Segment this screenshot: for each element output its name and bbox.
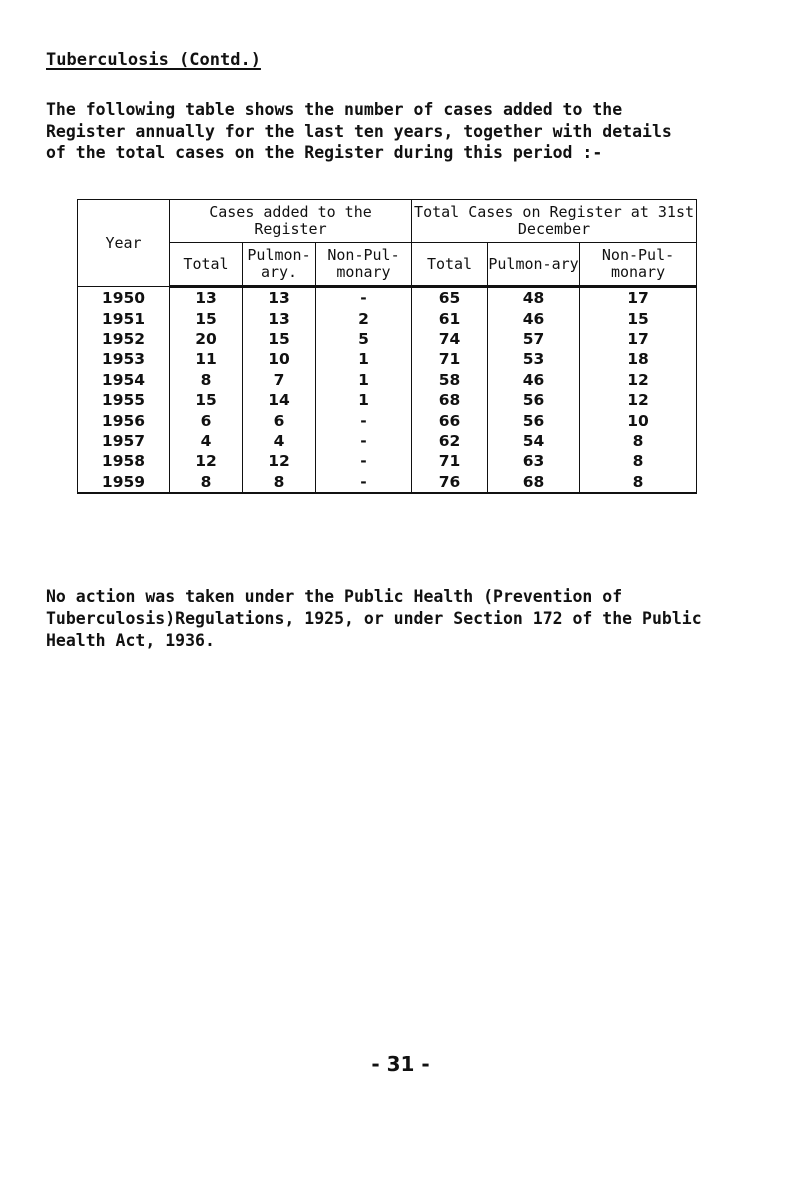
table-row	[78, 410, 697, 430]
cell-added-non-pulmonary: 2	[316, 308, 412, 328]
cell-register-total: 68	[412, 390, 488, 410]
intro-paragraph: The following table shows the number of cases added to the Register annually for the last ten years, together with details of the total cases on the Register during this period :-	[46, 100, 672, 162]
cell-register-total: 62	[412, 431, 488, 451]
note-paragraph: No action was taken under the Public Health (Prevention of Tuberculosis)Regulations, 1925, or under Section 172 of the Public Health Act, 1936.	[46, 587, 702, 650]
subheader-register-pulmonary: Pulmon-ary	[488, 243, 580, 287]
cell-register-non-pulmonary: 10	[580, 410, 697, 430]
cell-year: 1954	[78, 370, 170, 390]
total-on-register-header: Total Cases on Register at 31st December	[412, 200, 697, 243]
cell-register-pulmonary: 53	[488, 349, 580, 369]
cell-added-total: 13	[170, 287, 243, 309]
cell-register-pulmonary: 56	[488, 390, 580, 410]
cell-added-total: 8	[170, 370, 243, 390]
cell-added-non-pulmonary: -	[316, 431, 412, 451]
cell-year: 1952	[78, 329, 170, 349]
cases-added-header: Cases added to the Register	[170, 200, 412, 243]
cell-year: 1951	[78, 308, 170, 328]
cell-register-pulmonary: 63	[488, 451, 580, 471]
cell-added-non-pulmonary: -	[316, 451, 412, 471]
cell-added-non-pulmonary: -	[316, 287, 412, 309]
cell-register-non-pulmonary: 17	[580, 287, 697, 309]
cell-register-non-pulmonary: 8	[580, 472, 697, 493]
cell-register-non-pulmonary: 8	[580, 451, 697, 471]
cell-added-total: 6	[170, 410, 243, 430]
cell-register-pulmonary: 57	[488, 329, 580, 349]
table-body	[78, 287, 697, 493]
cell-added-non-pulmonary: 1	[316, 390, 412, 410]
cell-added-pulmonary: 4	[243, 431, 316, 451]
cell-added-pulmonary: 7	[243, 370, 316, 390]
cell-register-total: 58	[412, 370, 488, 390]
table-row	[78, 431, 697, 451]
cell-added-total: 15	[170, 390, 243, 410]
cell-register-pulmonary: 46	[488, 370, 580, 390]
cell-year: 1953	[78, 349, 170, 369]
table-row	[78, 287, 697, 309]
cell-register-total: 66	[412, 410, 488, 430]
cell-added-pulmonary: 8	[243, 472, 316, 493]
cell-register-total: 71	[412, 349, 488, 369]
page-number: - 31 -	[371, 1052, 430, 1076]
cell-year: 1958	[78, 451, 170, 471]
cell-added-total: 4	[170, 431, 243, 451]
cell-added-total: 8	[170, 472, 243, 493]
subheader-register-total: Total	[412, 243, 488, 287]
cell-register-pulmonary: 46	[488, 308, 580, 328]
table-row	[78, 390, 697, 410]
cell-register-non-pulmonary: 15	[580, 308, 697, 328]
cell-added-total: 12	[170, 451, 243, 471]
page-heading: Tuberculosis (Contd.)	[46, 50, 261, 70]
cell-added-non-pulmonary: -	[316, 410, 412, 430]
table-row	[78, 472, 697, 493]
cell-register-pulmonary: 56	[488, 410, 580, 430]
cell-added-pulmonary: 14	[243, 390, 316, 410]
cell-added-non-pulmonary: 1	[316, 370, 412, 390]
cell-added-pulmonary: 12	[243, 451, 316, 471]
cell-added-total: 20	[170, 329, 243, 349]
cell-register-non-pulmonary: 18	[580, 349, 697, 369]
cell-added-non-pulmonary: 1	[316, 349, 412, 369]
cell-added-non-pulmonary: 5	[316, 329, 412, 349]
cell-year: 1955	[78, 390, 170, 410]
cell-register-pulmonary: 68	[488, 472, 580, 493]
cell-register-non-pulmonary: 17	[580, 329, 697, 349]
cell-register-non-pulmonary: 8	[580, 431, 697, 451]
cell-register-non-pulmonary: 12	[580, 390, 697, 410]
cell-added-pulmonary: 15	[243, 329, 316, 349]
cell-register-total: 65	[412, 287, 488, 309]
table-row	[78, 451, 697, 471]
year-header: Year	[78, 200, 170, 287]
subheader-added-non-pulmonary: Non-Pul-monary	[316, 243, 412, 287]
cell-added-pulmonary: 6	[243, 410, 316, 430]
cell-year: 1957	[78, 431, 170, 451]
cell-register-total: 71	[412, 451, 488, 471]
table-row	[78, 308, 697, 328]
cell-register-pulmonary: 54	[488, 431, 580, 451]
cell-added-non-pulmonary: -	[316, 472, 412, 493]
cases-table	[77, 199, 697, 494]
table-row	[78, 329, 697, 349]
subheader-added-total: Total	[170, 243, 243, 287]
cell-added-pulmonary: 13	[243, 308, 316, 328]
cell-added-total: 15	[170, 308, 243, 328]
cell-register-total: 74	[412, 329, 488, 349]
cell-year: 1950	[78, 287, 170, 309]
table-row	[78, 370, 697, 390]
subheader-added-pulmonary: Pulmon-ary.	[243, 243, 316, 287]
cell-register-pulmonary: 48	[488, 287, 580, 309]
cell-year: 1956	[78, 410, 170, 430]
cell-added-total: 11	[170, 349, 243, 369]
table-row	[78, 349, 697, 369]
cell-year: 1959	[78, 472, 170, 493]
cases-table-container	[77, 199, 696, 494]
cell-register-non-pulmonary: 12	[580, 370, 697, 390]
cell-added-pulmonary: 13	[243, 287, 316, 309]
cell-register-total: 61	[412, 308, 488, 328]
subheader-register-non-pulmonary: Non-Pul-monary	[580, 243, 697, 287]
cell-register-total: 76	[412, 472, 488, 493]
cell-added-pulmonary: 10	[243, 349, 316, 369]
